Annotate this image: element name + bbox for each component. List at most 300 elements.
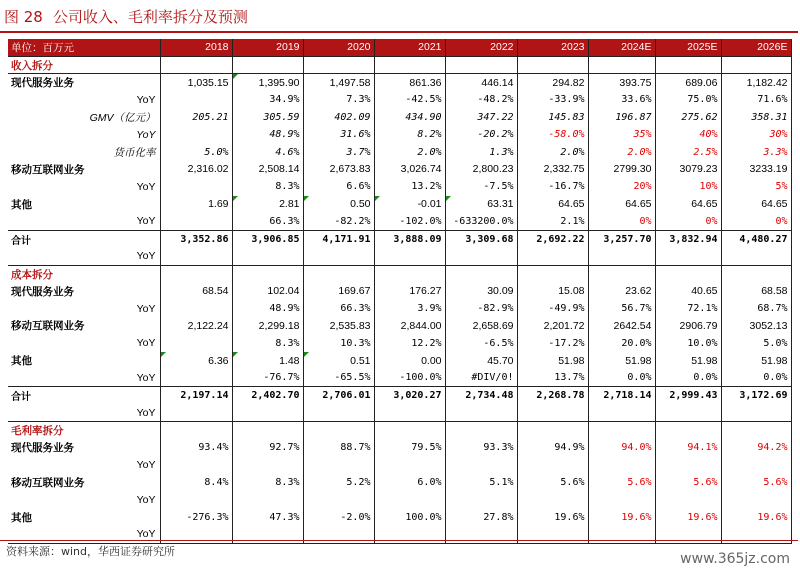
table-cell: 4.6%	[232, 143, 303, 160]
table-row	[8, 369, 791, 386]
table-cell: 1,035.15	[160, 74, 232, 91]
table-cell	[374, 422, 445, 439]
row-label: 移动互联网业务	[8, 474, 160, 491]
row-label: YoY	[8, 491, 160, 508]
cell-marker-icon	[233, 74, 238, 79]
table-cell: 10.0%	[655, 335, 721, 352]
table-cell: 51.98	[517, 352, 588, 369]
table-cell	[232, 265, 303, 282]
table-cell: -42.5%	[374, 91, 445, 108]
table-cell: 2,201.72	[517, 317, 588, 334]
table-cell: 2,844.00	[374, 317, 445, 334]
figure-title	[4, 2, 248, 30]
table-cell	[374, 248, 445, 265]
table-cell: 5%	[721, 178, 791, 195]
footer-divider	[0, 540, 798, 541]
table-cell: 13.7%	[517, 369, 588, 386]
table-cell: 0.00	[374, 352, 445, 369]
table-cell: 2,658.69	[445, 317, 517, 334]
table-row	[8, 143, 791, 160]
table-cell: 4,171.91	[303, 230, 374, 247]
figure-number: 图 28	[4, 7, 43, 26]
table-cell	[232, 491, 303, 508]
year-header: 2026E	[721, 39, 791, 56]
table-cell: 2,332.75	[517, 161, 588, 178]
table-row	[8, 422, 791, 439]
table-cell: 275.62	[655, 109, 721, 126]
table-cell	[517, 404, 588, 421]
table-cell: 35%	[588, 126, 655, 143]
table-cell	[445, 265, 517, 282]
table-cell: 64.65	[517, 196, 588, 213]
table-row	[8, 248, 791, 265]
table-cell: 45.70	[445, 352, 517, 369]
table-cell: 5.2%	[303, 474, 374, 491]
table-cell: 2,673.83	[303, 161, 374, 178]
table-cell: 2,734.48	[445, 387, 517, 404]
table-cell: 7.3%	[303, 91, 374, 108]
table-row	[8, 509, 791, 526]
table-cell	[588, 422, 655, 439]
table-cell	[160, 491, 232, 508]
table-cell: 1.69	[160, 196, 232, 213]
table-cell: -17.2%	[517, 335, 588, 352]
table-cell: 66.3%	[232, 213, 303, 230]
row-label: 货币化率	[8, 143, 160, 160]
table-cell: -76.7%	[232, 369, 303, 386]
table-cell: 145.83	[517, 109, 588, 126]
year-header: 2019	[232, 39, 303, 56]
table-cell: -65.5%	[303, 369, 374, 386]
table-cell: 2.81	[232, 196, 303, 213]
table-cell: -100.0%	[374, 369, 445, 386]
table-cell: 3.7%	[303, 143, 374, 160]
table-cell	[588, 404, 655, 421]
table-cell: 2,999.43	[655, 387, 721, 404]
row-label: 毛利率拆分	[8, 422, 160, 439]
table-cell: 20%	[588, 178, 655, 195]
table-cell: 8.3%	[232, 474, 303, 491]
table-cell	[445, 422, 517, 439]
table-cell: 51.98	[588, 352, 655, 369]
table-cell	[517, 248, 588, 265]
table-cell: 2.0%	[588, 143, 655, 160]
table-cell: 6.36	[160, 352, 232, 369]
table-cell: 1.3%	[445, 143, 517, 160]
table-cell: 51.98	[721, 352, 791, 369]
table-cell: 19.6%	[588, 509, 655, 526]
table-cell: 861.36	[374, 74, 445, 91]
row-label: YoY	[8, 369, 160, 386]
table-cell: -102.0%	[374, 213, 445, 230]
table-cell: 2.1%	[517, 213, 588, 230]
table-cell: 2.5%	[655, 143, 721, 160]
table-cell: 402.09	[303, 109, 374, 126]
table-cell: 30%	[721, 126, 791, 143]
table-cell: -633200.0%	[445, 213, 517, 230]
table-cell	[655, 422, 721, 439]
table-cell	[303, 456, 374, 473]
table-cell	[721, 491, 791, 508]
table-cell	[445, 456, 517, 473]
table-cell	[303, 265, 374, 282]
table-cell: 3,352.86	[160, 230, 232, 247]
table-cell: 2.0%	[517, 143, 588, 160]
table-cell	[160, 248, 232, 265]
table-cell: 27.8%	[445, 509, 517, 526]
row-label: 成本拆分	[8, 265, 160, 282]
table-row	[8, 74, 791, 91]
table-cell: 1,182.42	[721, 74, 791, 91]
table-cell: 3,309.68	[445, 230, 517, 247]
table-row	[8, 404, 791, 421]
table-cell	[374, 265, 445, 282]
table-cell: 40%	[655, 126, 721, 143]
table-cell: -6.5%	[445, 335, 517, 352]
cell-marker-icon	[233, 352, 238, 357]
table-cell: 5.6%	[721, 474, 791, 491]
table-cell	[303, 422, 374, 439]
table-cell	[160, 369, 232, 386]
table-cell: 3.9%	[374, 300, 445, 317]
row-label: 现代服务业务	[8, 439, 160, 456]
table-cell	[160, 456, 232, 473]
table-cell: 196.87	[588, 109, 655, 126]
table-cell: 63.31	[445, 196, 517, 213]
table-cell	[655, 491, 721, 508]
table-cell: 75.0%	[655, 91, 721, 108]
table-cell: 10.3%	[303, 335, 374, 352]
table-cell: 10%	[655, 178, 721, 195]
table-cell: 2,316.02	[160, 161, 232, 178]
table-row	[8, 230, 791, 247]
table-cell	[232, 456, 303, 473]
table-row	[8, 126, 791, 143]
table-cell	[160, 335, 232, 352]
table-cell	[517, 422, 588, 439]
table-row	[8, 109, 791, 126]
table-cell	[160, 213, 232, 230]
table-cell: -20.2%	[445, 126, 517, 143]
table-cell	[721, 265, 791, 282]
unit-label: 单位：百万元	[8, 39, 160, 56]
row-label: YoY	[8, 126, 160, 143]
table-row	[8, 91, 791, 108]
table-cell: 51.98	[655, 352, 721, 369]
table-cell: 8.3%	[232, 335, 303, 352]
table-cell: 8.3%	[232, 178, 303, 195]
table-cell: 64.65	[588, 196, 655, 213]
table-cell: 2906.79	[655, 317, 721, 334]
table-cell	[303, 404, 374, 421]
cell-marker-icon	[304, 196, 309, 201]
table-body	[8, 39, 791, 543]
table-cell: 100.0%	[374, 509, 445, 526]
table-cell: 305.59	[232, 109, 303, 126]
table-cell: 48.9%	[232, 300, 303, 317]
table-cell: 205.21	[160, 109, 232, 126]
table-cell: 0.51	[303, 352, 374, 369]
cell-marker-icon	[233, 196, 238, 201]
table-cell: 48.9%	[232, 126, 303, 143]
table-cell: 94.1%	[655, 439, 721, 456]
table-cell: 23.62	[588, 282, 655, 299]
table-row	[8, 300, 791, 317]
table-cell	[588, 491, 655, 508]
table-cell: -7.5%	[445, 178, 517, 195]
table-cell: 0.0%	[655, 369, 721, 386]
table-cell: 3.3%	[721, 143, 791, 160]
row-label: GMV（亿元）	[8, 109, 160, 126]
table-cell	[160, 404, 232, 421]
table-cell: -2.0%	[303, 509, 374, 526]
table-cell	[721, 248, 791, 265]
table-cell	[303, 56, 374, 73]
table-row	[8, 387, 791, 404]
table-row	[8, 439, 791, 456]
table-cell: 64.65	[721, 196, 791, 213]
row-label: YoY	[8, 526, 160, 543]
table-cell	[721, 456, 791, 473]
table-cell	[721, 404, 791, 421]
table-cell: 4,480.27	[721, 230, 791, 247]
row-label: 其他	[8, 196, 160, 213]
table-cell: 5.1%	[445, 474, 517, 491]
table-cell: 30.09	[445, 282, 517, 299]
table-cell: 689.06	[655, 74, 721, 91]
table-cell: -276.3%	[160, 509, 232, 526]
year-header: 2021	[374, 39, 445, 56]
table-cell: 6.0%	[374, 474, 445, 491]
table-cell	[232, 56, 303, 73]
table-cell	[721, 422, 791, 439]
table-cell: 8.4%	[160, 474, 232, 491]
table-cell: 3,026.74	[374, 161, 445, 178]
table-cell	[655, 56, 721, 73]
row-label: YoY	[8, 300, 160, 317]
year-header: 2025E	[655, 39, 721, 56]
table-cell: 79.5%	[374, 439, 445, 456]
title-divider	[0, 31, 798, 33]
table-row	[8, 317, 791, 334]
row-label: 合计	[8, 387, 160, 404]
table-cell: 2,718.14	[588, 387, 655, 404]
table-cell: 19.6%	[721, 509, 791, 526]
table-cell: 47.3%	[232, 509, 303, 526]
table-cell	[374, 491, 445, 508]
year-header: 2024E	[588, 39, 655, 56]
row-label: YoY	[8, 91, 160, 108]
table-cell	[588, 456, 655, 473]
table-cell: 68.58	[721, 282, 791, 299]
table-cell: 19.6%	[655, 509, 721, 526]
table-cell: 5.0%	[160, 143, 232, 160]
table-cell: 393.75	[588, 74, 655, 91]
watermark: www.365jz.com	[680, 551, 790, 567]
table-cell	[303, 248, 374, 265]
table-cell: 33.6%	[588, 91, 655, 108]
table-cell	[655, 248, 721, 265]
table-cell: 20.0%	[588, 335, 655, 352]
table-cell	[303, 491, 374, 508]
row-label: YoY	[8, 248, 160, 265]
table-cell: 68.54	[160, 282, 232, 299]
year-header: 2020	[303, 39, 374, 56]
table-cell	[232, 422, 303, 439]
table-cell: 66.3%	[303, 300, 374, 317]
table-row	[8, 491, 791, 508]
table-cell: 3,020.27	[374, 387, 445, 404]
table-cell: 68.7%	[721, 300, 791, 317]
row-label: YoY	[8, 404, 160, 421]
table-cell: 1.48	[232, 352, 303, 369]
table-cell: 2,268.78	[517, 387, 588, 404]
table-cell: 64.65	[655, 196, 721, 213]
table-cell: 8.2%	[374, 126, 445, 143]
table-cell: 446.14	[445, 74, 517, 91]
table-cell	[445, 404, 517, 421]
table-cell: 169.67	[303, 282, 374, 299]
table-cell: -58.0%	[517, 126, 588, 143]
table-cell: 347.22	[445, 109, 517, 126]
table-cell: 93.3%	[445, 439, 517, 456]
table-cell: 2799.30	[588, 161, 655, 178]
table-cell: 0%	[721, 213, 791, 230]
row-label: 现代服务业务	[8, 282, 160, 299]
table-cell: 2642.54	[588, 317, 655, 334]
row-label: YoY	[8, 213, 160, 230]
table-cell: 0%	[655, 213, 721, 230]
row-label: 合计	[8, 230, 160, 247]
table-cell: -16.7%	[517, 178, 588, 195]
cell-marker-icon	[375, 196, 380, 201]
table-cell	[721, 56, 791, 73]
table-cell	[374, 404, 445, 421]
table-cell: -0.01	[374, 196, 445, 213]
table-cell: -48.2%	[445, 91, 517, 108]
table-cell	[160, 265, 232, 282]
table-cell	[517, 456, 588, 473]
table-cell: 5.0%	[721, 335, 791, 352]
row-label: YoY	[8, 456, 160, 473]
table-cell: -82.9%	[445, 300, 517, 317]
table-cell: 2.0%	[374, 143, 445, 160]
table-cell	[374, 56, 445, 73]
table-row	[8, 352, 791, 369]
table-cell	[655, 265, 721, 282]
table-cell: 56.7%	[588, 300, 655, 317]
table-cell: 40.65	[655, 282, 721, 299]
table-cell: 2,122.24	[160, 317, 232, 334]
year-header: 2023	[517, 39, 588, 56]
table-cell	[655, 456, 721, 473]
table-cell: 1,497.58	[303, 74, 374, 91]
row-label: YoY	[8, 335, 160, 352]
figure-caption: 公司收入、毛利率拆分及预测	[52, 7, 248, 26]
table-cell: 5.6%	[588, 474, 655, 491]
table-cell: 3,172.69	[721, 387, 791, 404]
table-cell: -49.9%	[517, 300, 588, 317]
table-cell: 88.7%	[303, 439, 374, 456]
table-cell: 19.6%	[517, 509, 588, 526]
table-cell: 5.6%	[517, 474, 588, 491]
table-cell: 15.08	[517, 282, 588, 299]
table-cell	[445, 248, 517, 265]
year-header: 2018	[160, 39, 232, 56]
cell-marker-icon	[446, 196, 451, 201]
table-cell: 2,197.14	[160, 387, 232, 404]
table-row	[8, 56, 791, 73]
table-cell	[517, 56, 588, 73]
table-cell: 94.2%	[721, 439, 791, 456]
table-cell	[160, 126, 232, 143]
table-row	[8, 282, 791, 299]
row-label: YoY	[8, 178, 160, 195]
table-cell: 2,299.18	[232, 317, 303, 334]
table-row	[8, 196, 791, 213]
table-row	[8, 474, 791, 491]
table-cell: 294.82	[517, 74, 588, 91]
row-label: 其他	[8, 509, 160, 526]
table-cell	[232, 248, 303, 265]
table-cell: 2,706.01	[303, 387, 374, 404]
table-row	[8, 161, 791, 178]
table-cell: 3,257.70	[588, 230, 655, 247]
table-cell: -33.9%	[517, 91, 588, 108]
year-header: 2022	[445, 39, 517, 56]
table-cell: 358.31	[721, 109, 791, 126]
table-row	[8, 178, 791, 195]
table-cell: 31.6%	[303, 126, 374, 143]
table-cell: 0.0%	[588, 369, 655, 386]
row-label: 收入拆分	[8, 56, 160, 73]
table-cell	[374, 456, 445, 473]
table-row	[8, 213, 791, 230]
table-cell: 94.0%	[588, 439, 655, 456]
source-note: 资料来源：wind，华西证券研究所	[6, 545, 176, 558]
table-cell: 3,906.85	[232, 230, 303, 247]
table-cell: 176.27	[374, 282, 445, 299]
table-cell: 6.6%	[303, 178, 374, 195]
table-row	[8, 456, 791, 473]
table-cell	[445, 491, 517, 508]
row-label: 移动互联网业务	[8, 317, 160, 334]
table-cell: 2,800.23	[445, 161, 517, 178]
table-cell: 12.2%	[374, 335, 445, 352]
table-cell: 13.2%	[374, 178, 445, 195]
table-cell: 0%	[588, 213, 655, 230]
table-cell	[655, 404, 721, 421]
table-cell	[588, 56, 655, 73]
table-cell	[588, 248, 655, 265]
row-label: 移动互联网业务	[8, 161, 160, 178]
financial-table	[8, 39, 792, 544]
table-cell: 3079.23	[655, 161, 721, 178]
table-cell: 2,508.14	[232, 161, 303, 178]
table-cell	[160, 178, 232, 195]
table-cell: 93.4%	[160, 439, 232, 456]
table-cell	[160, 422, 232, 439]
cell-marker-icon	[161, 352, 166, 357]
row-label: 现代服务业务	[8, 74, 160, 91]
table-cell: 2,402.70	[232, 387, 303, 404]
table-cell: 3052.13	[721, 317, 791, 334]
table-cell	[232, 404, 303, 421]
table-cell	[445, 56, 517, 73]
table-row	[8, 265, 791, 282]
table-header-row	[8, 39, 791, 56]
table-cell: 1,395.90	[232, 74, 303, 91]
